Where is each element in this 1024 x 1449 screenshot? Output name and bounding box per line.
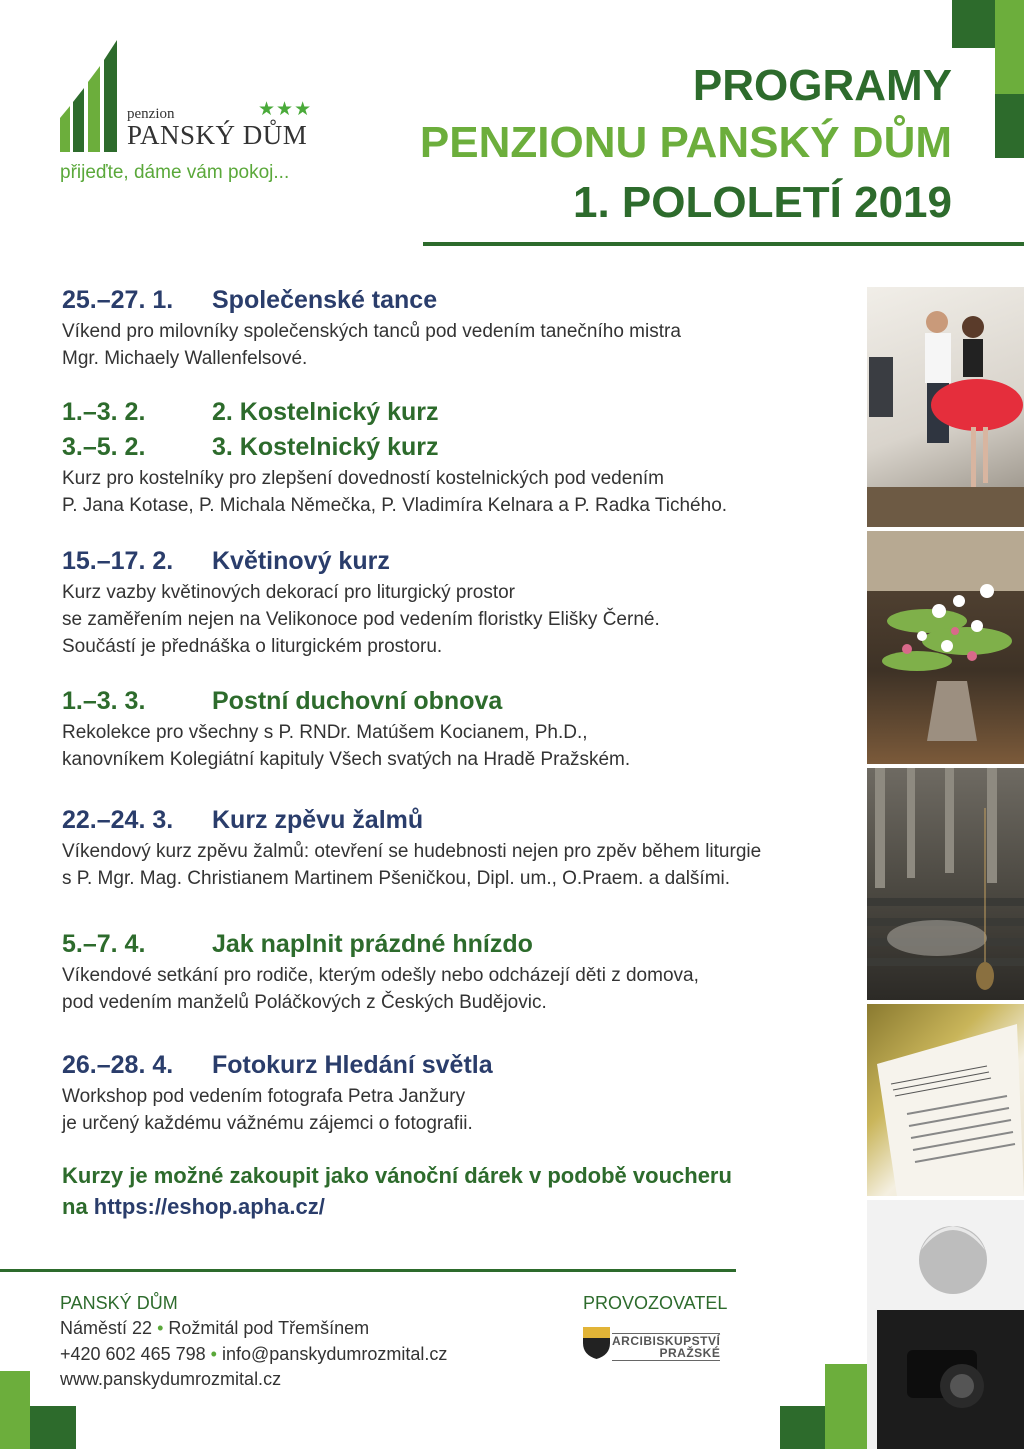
event-heading	[62, 283, 862, 318]
event-description-line: Mgr. Michaely Wallenfelsové.	[62, 348, 308, 369]
deco-square	[995, 94, 1024, 158]
footer-town: Rožmitál pod Třemšínem	[168, 1318, 370, 1338]
event-description-line: Kurz vazby květinových dekorací pro liturgický prostor	[62, 582, 516, 603]
title-divider	[423, 242, 1024, 246]
deco-square	[995, 0, 1024, 94]
footer-contact	[60, 1344, 447, 1365]
title-line-1: PROGRAMY	[692, 61, 952, 110]
photo-dance	[867, 287, 1024, 527]
event-date-2: 3.–5. 2.	[62, 433, 146, 461]
event-title: Kurz zpěvu žalmů	[212, 806, 424, 834]
eshop-link[interactable]: https://eshop.apha.cz/	[93, 1194, 325, 1219]
footer-phone[interactable]: +420 602 465 798	[60, 1344, 206, 1364]
operator-label: PROVOZOVATEL	[583, 1293, 728, 1313]
event-description-line: P. Jana Kotase, P. Michala Němečka, P. Vladimíra Kelnara a P. Radka Tichého.	[62, 495, 728, 516]
title-line-3: 1. POLOLETÍ 2019	[572, 178, 952, 227]
event-spolecenske-tance	[62, 283, 862, 372]
event-date: 5.–7. 4.	[62, 930, 146, 958]
event-date: 1.–3. 2.	[62, 398, 146, 426]
event-kurz-zpevu	[62, 803, 862, 892]
event-date: 15.–17. 2.	[62, 547, 174, 575]
bullet-icon: •	[157, 1318, 164, 1338]
photo-photographer	[867, 1200, 1024, 1449]
event-heading	[62, 1048, 862, 1083]
footer-email[interactable]: info@panskydumrozmital.cz	[222, 1344, 448, 1364]
event-title-2: 3. Kostelnický kurz	[212, 433, 439, 461]
event-heading	[62, 927, 862, 962]
deco-square	[30, 1406, 76, 1449]
logo-bars-icon	[60, 40, 124, 152]
event-title: Fotokurz Hledání světla	[212, 1051, 493, 1079]
footer-address	[60, 1318, 369, 1339]
voucher-prefix: na	[62, 1194, 94, 1219]
voucher-note-line	[62, 1191, 732, 1222]
logo-small-text: penzion	[127, 106, 175, 122]
event-description-line: Kurz pro kostelníky pro zlepšení dovedností kostelnických pod vedením	[62, 468, 664, 489]
event-title: Květinový kurz	[212, 547, 390, 575]
event-description-line: s P. Mgr. Mag. Christianem Martinem Pšeničkou, Dipl. um., O.Praem. a dalšími.	[62, 868, 731, 889]
archdiocese-shield-icon	[583, 1327, 610, 1359]
event-title: Postní duchovní obnova	[212, 687, 503, 715]
event-description-line: je určený každému vážnému zájemci o fotografii.	[62, 1113, 473, 1134]
deco-square	[780, 1406, 825, 1449]
event-date: 26.–28. 4.	[62, 1051, 174, 1079]
event-description-line: Workshop pod vedením fotografa Petra Janžury	[62, 1086, 466, 1107]
photo-church-interior	[867, 768, 1024, 1000]
event-heading	[62, 684, 862, 719]
event-description-line: Víkendový kurz zpěvu žalmů: otevření se hudebnosti nejen pro zpěv během liturgie	[62, 841, 762, 862]
event-description-line: kanovníkem Kolegiátní kapituly Všech svatých na Hradě Pražském.	[62, 749, 631, 770]
event-date: 22.–24. 3.	[62, 806, 174, 834]
event-title: Jak naplnit prázdné hnízdo	[212, 930, 533, 958]
deco-square	[825, 1364, 867, 1449]
event-prazdne-hnizdo	[62, 927, 862, 1016]
event-title: Společenské tance	[212, 286, 438, 314]
event-date: 25.–27. 1.	[62, 286, 174, 314]
deco-square	[0, 1371, 30, 1449]
footer-web[interactable]: www.panskydumrozmital.cz	[60, 1369, 282, 1389]
event-kvetinovy-kurz	[62, 544, 862, 660]
voucher-note-line: Kurzy je možné zakoupit jako vánoční dárek v podobě voucheru	[62, 1163, 732, 1188]
archdiocese-logo-text	[612, 1333, 720, 1361]
event-description-line: se zaměřením nejen na Velikonoce pod vedením floristky Elišky Černé.	[62, 609, 660, 630]
event-heading	[62, 544, 862, 579]
event-description-line: Víkendové setkání pro rodiče, kterým odešly nebo odcházejí děti z domova,	[62, 965, 699, 986]
event-description-line: Součástí je přednáška o liturgickém prostoru.	[62, 636, 443, 657]
event-description-line: Rekolekce pro všechny s P. RNDr. Matúšem Kocianem, Ph.D.,	[62, 722, 588, 743]
event-postni-obnova	[62, 684, 862, 773]
photo-psalm-sheet	[867, 1004, 1024, 1196]
event-heading	[62, 803, 862, 838]
event-fotokurz	[62, 1048, 862, 1137]
event-heading-2	[62, 430, 862, 465]
operator-line-1: ARCIBISKUPSTVÍ	[612, 1334, 721, 1348]
logo-name: PANSKÝ DŮM	[127, 120, 308, 150]
title-line-2: PENZIONU PANSKÝ DŮM	[419, 118, 952, 167]
operator-line-2: PRAŽSKÉ	[659, 1346, 721, 1360]
logo-stars-icon: ★★★	[258, 99, 313, 120]
event-title: 2. Kostelnický kurz	[212, 398, 439, 426]
event-heading	[62, 395, 862, 430]
footer-divider	[0, 1269, 736, 1272]
event-description-line: pod vedením manželů Poláčkových z Českých Budějovic.	[62, 992, 547, 1013]
footer-name: PANSKÝ DŮM	[60, 1293, 178, 1313]
event-description-line: Víkend pro milovníky společenských tanců pod vedením tanečního mistra	[62, 321, 681, 342]
event-kostelnicky-kurz	[62, 395, 862, 519]
photo-flowers	[867, 531, 1024, 764]
footer-street: Náměstí 22	[60, 1318, 153, 1338]
logo-tagline: přijeďte, dáme vám pokoj...	[60, 162, 290, 183]
bullet-icon: •	[210, 1344, 217, 1364]
voucher-note	[62, 1160, 732, 1222]
event-date: 1.–3. 3.	[62, 687, 146, 715]
